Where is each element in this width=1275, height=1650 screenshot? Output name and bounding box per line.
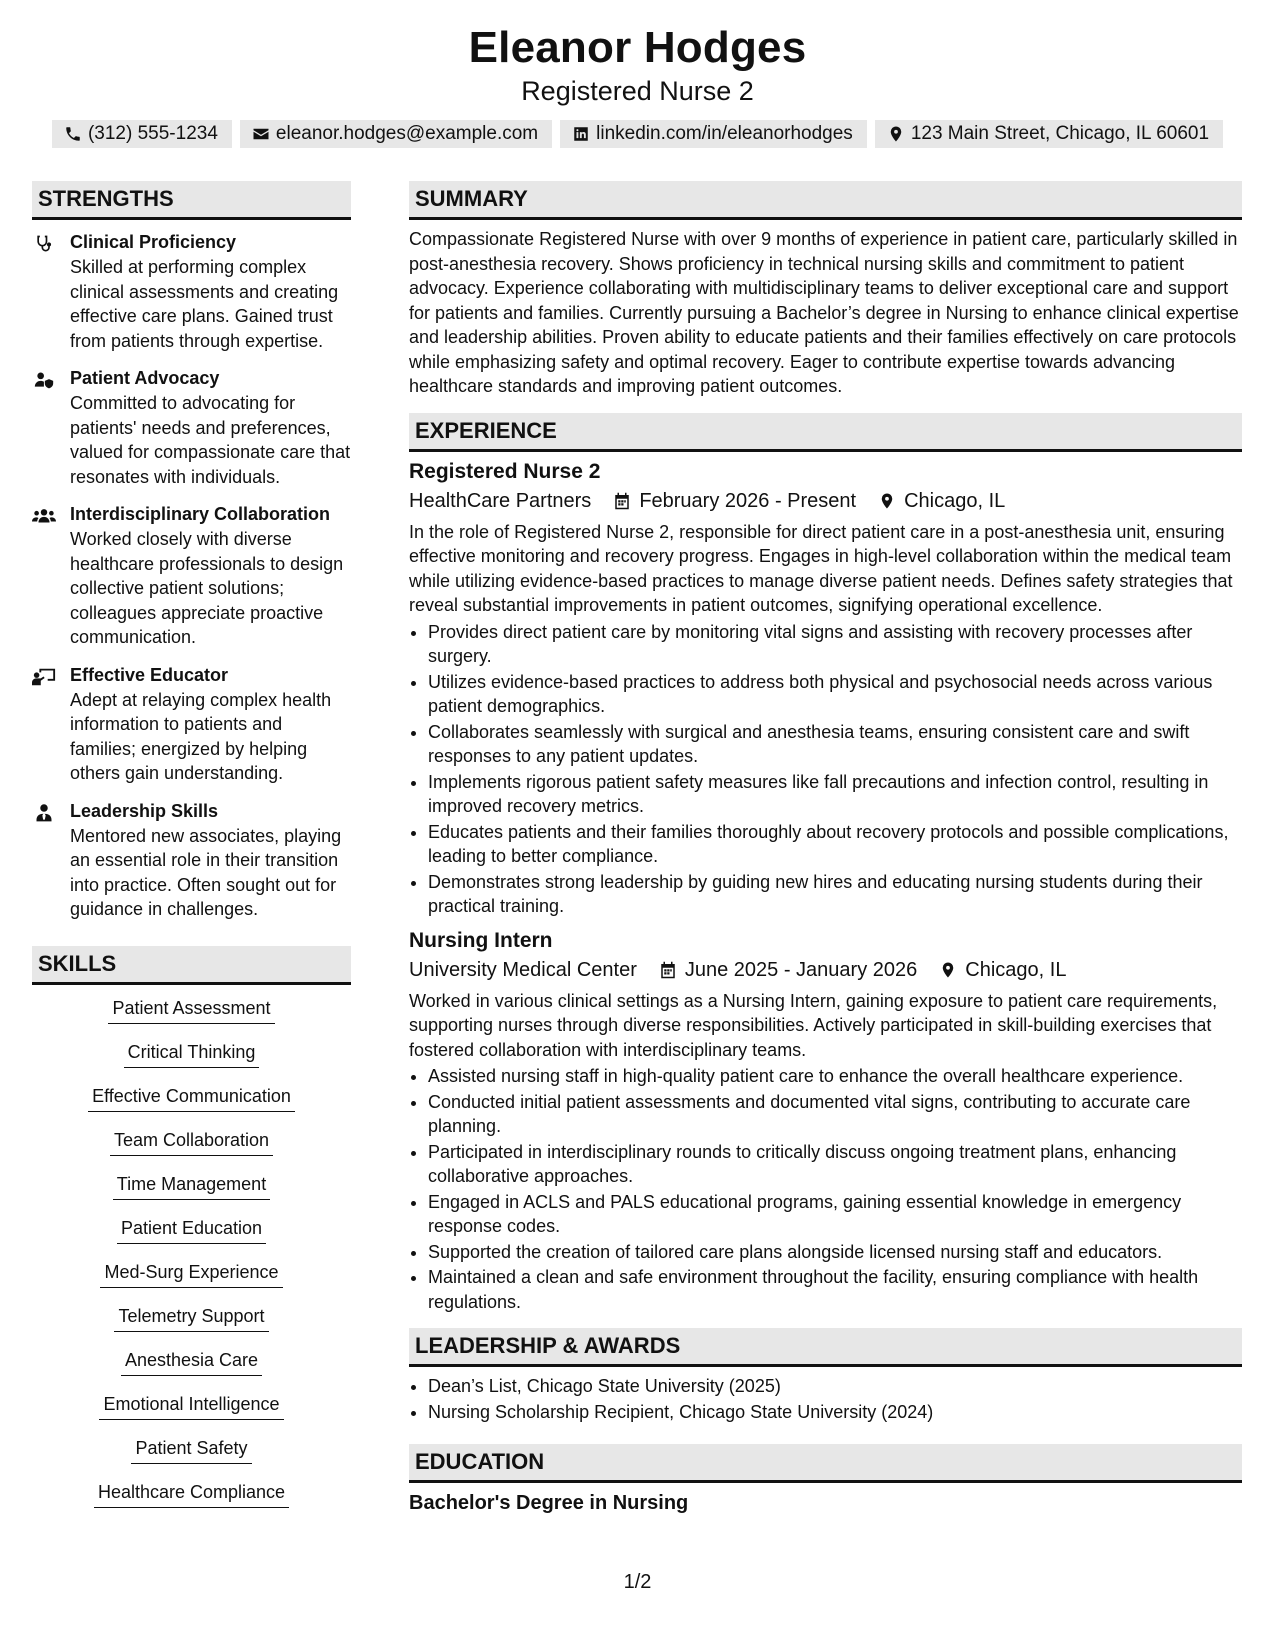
job-company: HealthCare Partners <box>409 489 592 512</box>
job-company: University Medical Center <box>409 958 637 981</box>
skills-list <box>32 995 351 1523</box>
chalkboard-teacher-icon <box>32 667 56 687</box>
list-item: • Maintained a clean and safe environment throughout the facility, ensuring compliance with health regulations. <box>428 1265 1242 1314</box>
skills-heading: SKILLS <box>32 946 351 985</box>
skill-tag: Healthcare Compliance <box>94 1479 289 1508</box>
skill-tag: Telemetry Support <box>114 1303 268 1332</box>
skill-tag: Anesthesia Care <box>121 1347 262 1376</box>
list-item: • Collaborates seamlessly with surgical and anesthesia teams, ensuring consistent care and swift responses to any patient updates. <box>428 720 1242 769</box>
stethoscope-icon <box>32 234 56 254</box>
skill-tag: Emotional Intelligence <box>99 1391 283 1420</box>
strength-item <box>32 663 351 786</box>
right-column <box>409 181 1242 1516</box>
list-item: • Conducted initial patient assessments and documented vital signs, contributing to accurate care planning. <box>428 1090 1242 1139</box>
strength-desc: Committed to advocating for patients' needs and preferences, valued for compassionate care that resonates with individuals. <box>70 393 351 487</box>
job-meta <box>409 486 1242 516</box>
skill-tag: Patient Safety <box>131 1435 251 1464</box>
skill-tag: Patient Assessment <box>108 995 274 1024</box>
job-dates: June 2025 - January 2026 <box>684 958 918 981</box>
strength-title: Effective Educator <box>70 664 229 685</box>
page-number: 1/2 <box>623 1571 652 1593</box>
summary-text: Compassionate Registered Nurse with over 9 months of experience in patient care, particularly skilled in post-anesthesia recovery. Shows proficiency in technical nursing skills and commitment to patient advocacy. Experience collaborating with multidisciplinary teams to deliver exceptional care and support for patients and families. Currently pursuing a Bachelor’s degree in Nursing to enhance clinical expertise and leadership abilities. Proven ability to educate patients and their families effectively on care protocols while emphasizing safety and optimal recovery. Eager to contribute expertise towards advancing healthcare standards and improving patient outcomes. <box>409 229 1239 396</box>
job-location: Chicago, IL <box>904 489 1006 512</box>
strength-item <box>32 799 351 922</box>
linkedin-text: linkedin.com/in/eleanorhodges <box>596 123 853 144</box>
list-item: • Assisted nursing staff in high-quality patient care to enhance the overall healthcare experience. <box>428 1064 1242 1089</box>
job-bullets <box>409 620 1242 919</box>
education-degree: Bachelor's Degree in Nursing <box>409 1492 689 1514</box>
job-location: Chicago, IL <box>965 958 1067 981</box>
contact-bar <box>0 120 1275 148</box>
map-marker-icon <box>939 961 957 979</box>
phone-text: (312) 555-1234 <box>87 123 218 144</box>
summary-heading: SUMMARY <box>409 181 1242 220</box>
education-heading: EDUCATION <box>409 1444 1242 1483</box>
user-shield-icon <box>32 370 56 390</box>
skill-tag: Time Management <box>113 1171 270 1200</box>
calendar-icon <box>613 492 631 510</box>
list-item: • Provides direct patient care by monitoring vital signs and assisting with recovery processes after surgery. <box>428 620 1242 669</box>
strength-title: Leadership Skills <box>70 800 219 821</box>
contact-address <box>875 120 1223 148</box>
job-meta <box>409 955 1242 985</box>
candidate-name: Eleanor Hodges <box>468 23 807 72</box>
list-item: • Nursing Scholarship Recipient, Chicago State University (2024) <box>428 1400 1242 1425</box>
email-text: eleanor.hodges@example.com <box>275 123 539 144</box>
strength-item <box>32 502 351 650</box>
list-item: • Implements rigorous patient safety measures like fall precautions and infection control, resulting in improved recovery metrics. <box>428 770 1242 819</box>
strength-title: Interdisciplinary Collaboration <box>70 504 331 524</box>
job-description: Worked in various clinical settings as a Nursing Intern, gaining exposure to patient care requirements, supporting nurses through diverse responsibilities. Actively participated in skill-building exercises that fostered collaboration with interdisciplinary teams. <box>409 990 1218 1060</box>
map-marker-icon <box>878 492 896 510</box>
skill-tag: Team Collaboration <box>110 1127 273 1156</box>
user-tie-icon <box>32 803 56 823</box>
contact-linkedin[interactable] <box>560 120 867 148</box>
users-icon <box>32 506 56 526</box>
list-item: • Supported the creation of tailored care plans alongside licensed nursing staff and educators. <box>428 1240 1242 1265</box>
resume-header <box>0 0 1275 148</box>
skill-tag: Critical Thinking <box>124 1039 260 1068</box>
job-entry <box>409 458 1242 919</box>
contact-phone[interactable] <box>52 120 232 148</box>
left-column <box>32 181 351 1523</box>
address-text: 123 Main Street, Chicago, IL 60601 <box>910 123 1210 144</box>
contact-email[interactable] <box>240 120 552 148</box>
strength-desc: Skilled at performing complex clinical assessments and creating effective care plans. Gained trust from patients through expertise. <box>70 257 339 351</box>
list-item: • Demonstrates strong leadership by guiding new hires and educating nursing students during their practical training. <box>428 870 1242 919</box>
strength-desc: Mentored new associates, playing an essential role in their transition into practice. Often sought out for guidance in challenges. <box>70 825 342 919</box>
list-item: • Dean’s List, Chicago State University (2025) <box>428 1374 1242 1399</box>
skill-tag: Patient Education <box>117 1215 266 1244</box>
envelope-icon <box>252 125 270 143</box>
job-title: Registered Nurse 2 <box>409 459 601 483</box>
strength-item <box>32 366 351 489</box>
strength-desc: Worked closely with diverse healthcare professionals to design collective patient solutions; colleagues appreciate proactive communication. <box>70 529 344 647</box>
job-title: Nursing Intern <box>409 928 553 952</box>
candidate-title: Registered Nurse 2 <box>521 76 754 106</box>
phone-icon <box>64 125 82 143</box>
strength-item <box>32 230 351 353</box>
job-bullets <box>409 1064 1242 1314</box>
strengths-heading: STRENGTHS <box>32 181 351 220</box>
linkedin-icon <box>572 125 590 143</box>
list-item: • Utilizes evidence-based practices to address both physical and psychosocial needs across various patient demographics. <box>428 670 1242 719</box>
calendar-icon <box>659 961 677 979</box>
skill-tag: Effective Communication <box>88 1083 295 1112</box>
strength-title: Patient Advocacy <box>70 368 220 388</box>
awards-heading: LEADERSHIP & AWARDS <box>409 1328 1242 1367</box>
job-dates: February 2026 - Present <box>639 489 857 512</box>
job-description: In the role of Registered Nurse 2, responsible for direct patient care in a post-anesthesia unit, ensuring effective monitoring and recovery progress. Engages in high-level collaboration within the medical team while utilizing evidence-based practices to manage diverse patient needs. Defines safety strategies that reveal substantial improvements in patient outcomes, signifying operational excellence. <box>409 521 1233 615</box>
strength-title: Clinical Proficiency <box>70 232 237 252</box>
skill-tag: Med-Surg Experience <box>100 1259 282 1288</box>
experience-heading: EXPERIENCE <box>409 413 1242 452</box>
list-item: • Educates patients and their families thoroughly about recovery protocols and possible complications, leading to better compliance. <box>428 820 1242 869</box>
strength-desc: Adept at relaying complex health information to patients and families; energized by helping others gain understanding. <box>70 689 332 783</box>
job-entry <box>409 927 1242 1315</box>
list-item: • Participated in interdisciplinary rounds to critically discuss ongoing treatment plans, enhancing collaborative approaches. <box>428 1140 1242 1189</box>
list-item: • Engaged in ACLS and PALS educational programs, gaining essential knowledge in emergency response codes. <box>428 1190 1242 1239</box>
map-marker-icon <box>887 125 905 143</box>
awards-list <box>409 1374 1242 1424</box>
